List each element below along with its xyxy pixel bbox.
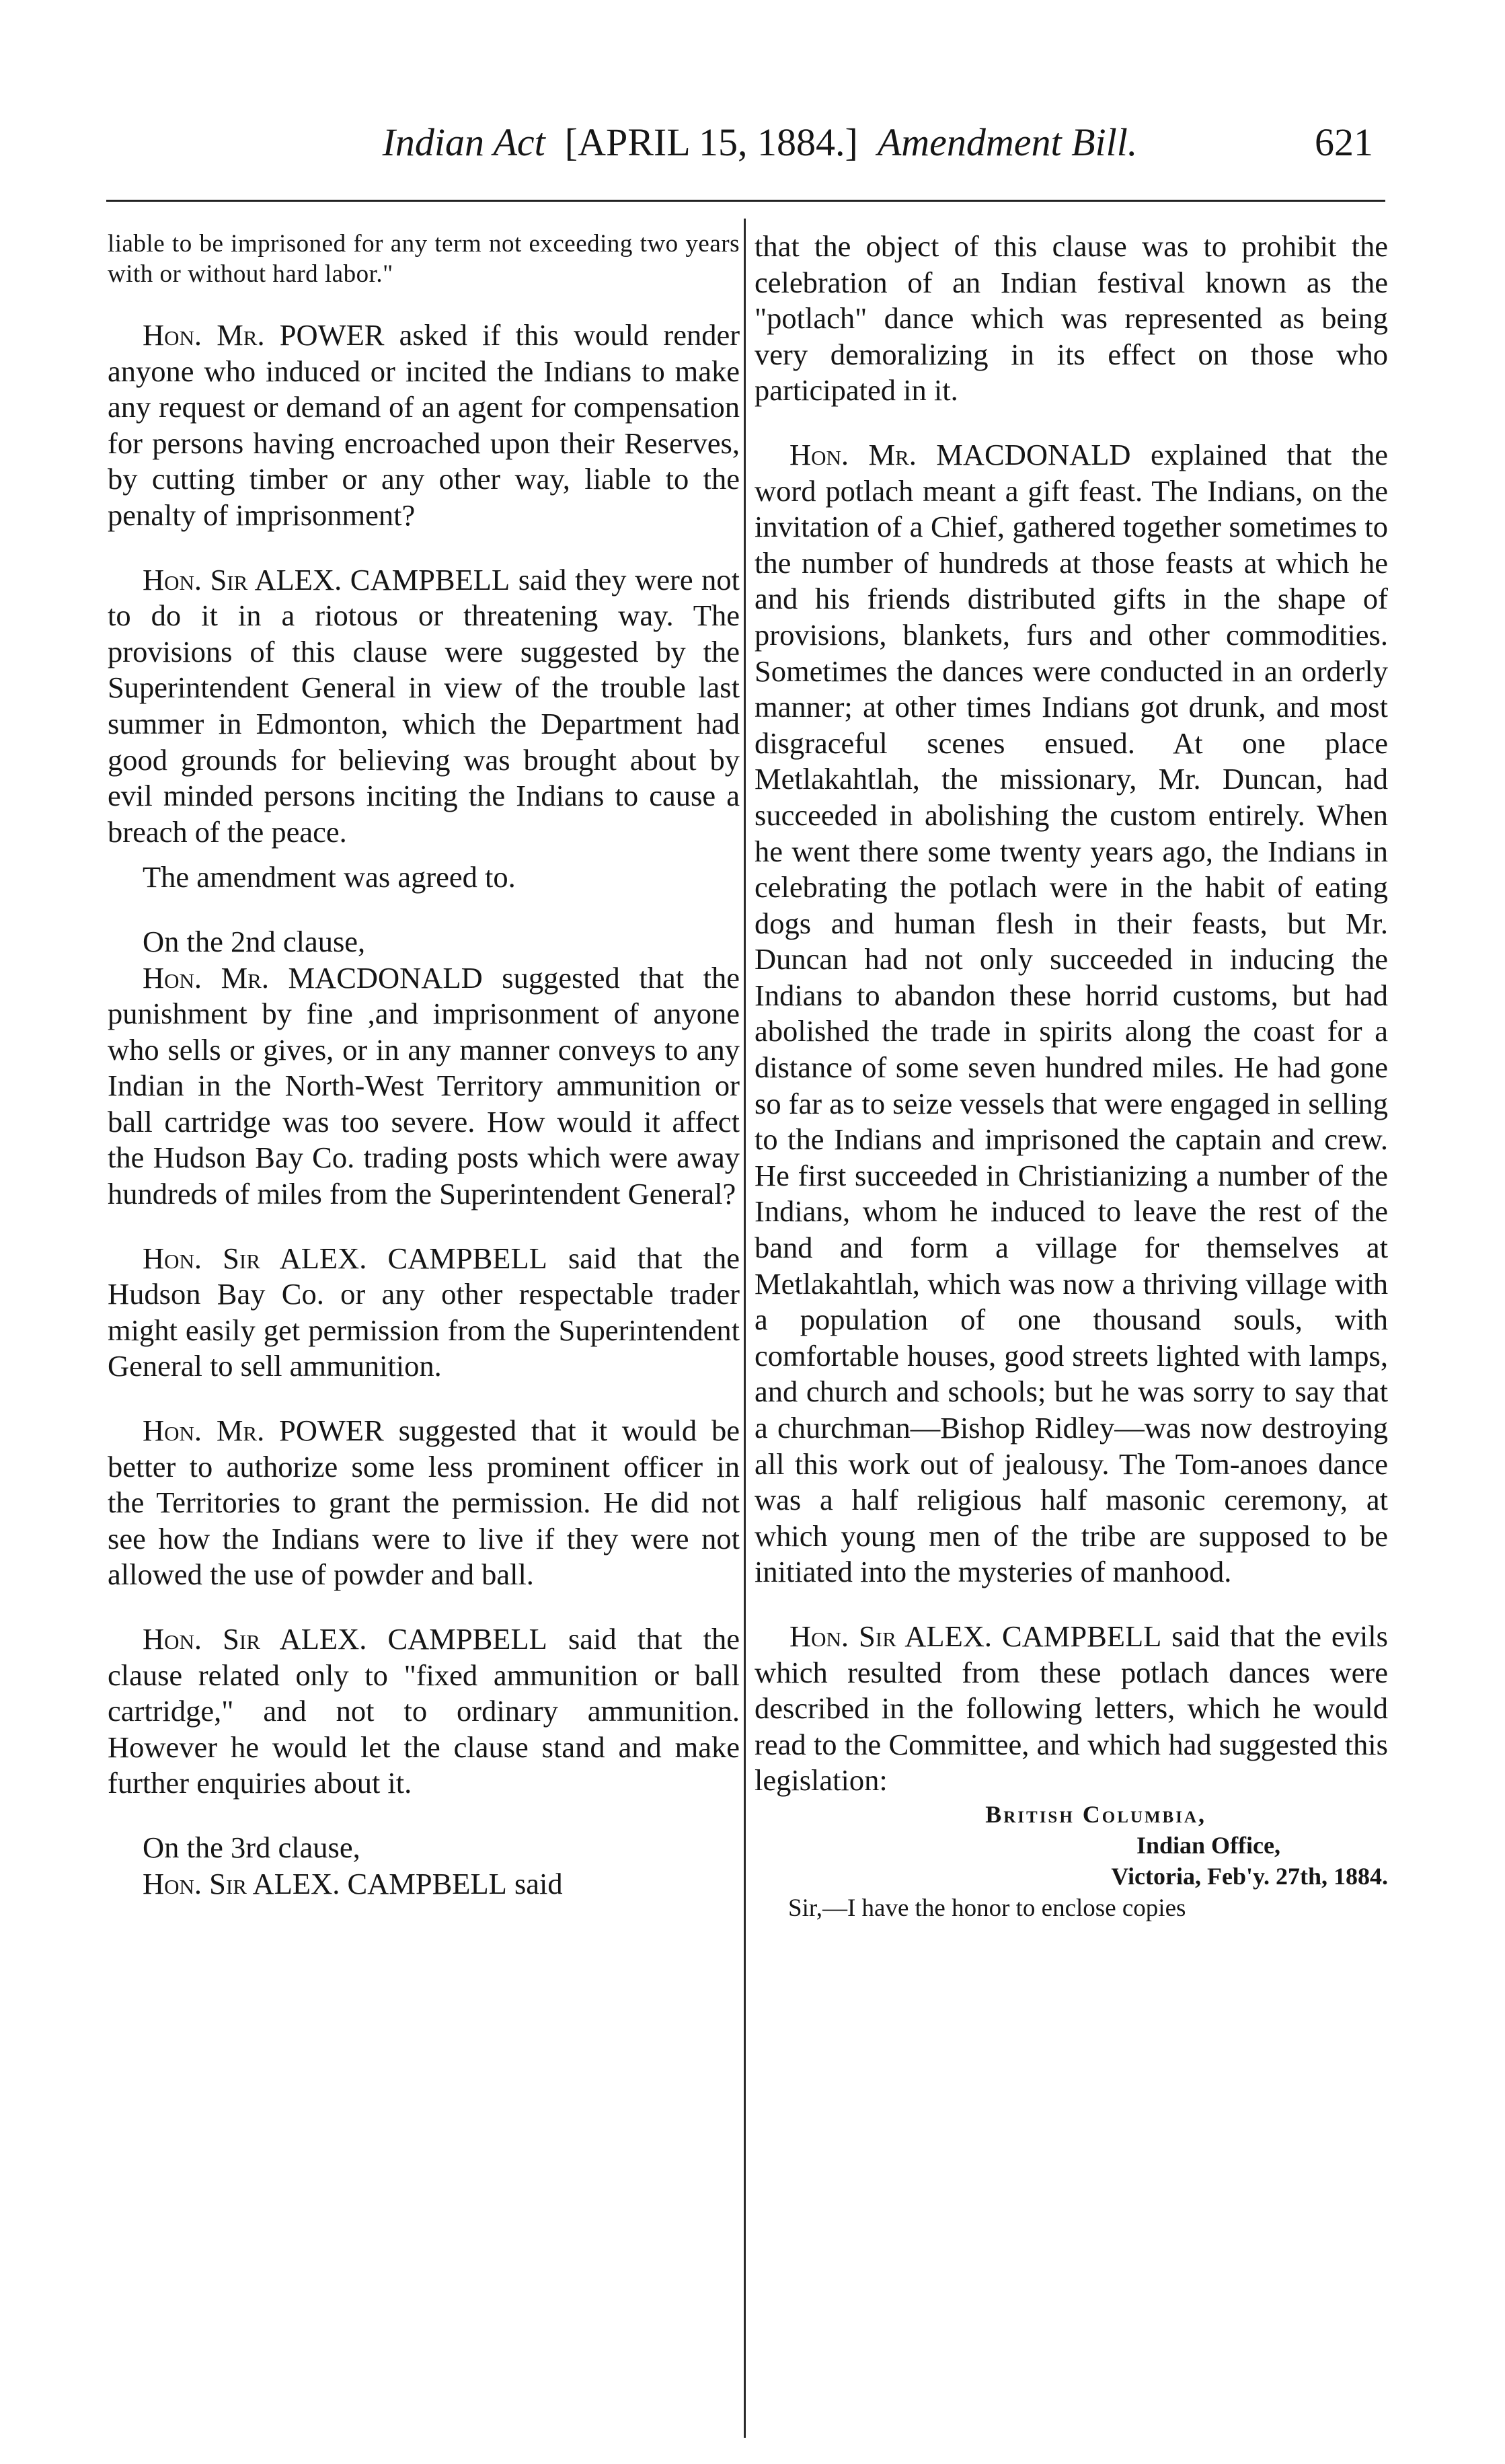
speech-text: asked if this would render anyone who induced or incited the Indians to make any request or demand of an agent for compensation for persons having encroached upon their Reserves, by cutting timber or any other way, liable to the penalty of imprisonment? <box>108 318 740 532</box>
speech-paragraph <box>108 317 740 534</box>
speaker-name: Hon. Sir ALEX. CAMPBELL <box>143 1866 507 1900</box>
speech-paragraph <box>755 1619 1388 1799</box>
procedural-note: The amendment was agreed to. <box>143 860 516 894</box>
speech-paragraph <box>108 1621 740 1802</box>
column-divider <box>744 219 746 2438</box>
speaker-name: Hon. Mr. MACDONALD <box>789 437 1131 471</box>
speech-paragraph <box>108 562 740 851</box>
speaker-name: Hon. Sir ALEX. CAMPBELL <box>143 562 510 596</box>
speech-text: said that the evils which resulted from these potlach dances were described in the following letters, which he would read to the Committee, and which had suggested this legislation: <box>755 1619 1388 1798</box>
header-date: [APRIL 15, 1884.] <box>564 120 858 164</box>
speaker-name: Hon. Sir ALEX. CAMPBELL <box>143 1622 547 1656</box>
speech-paragraph <box>108 1413 740 1593</box>
speech-text: suggested that the punishment by fine ,and imprisonment of anyone who sells or gives, or in any manner conveys to any Indian in the North-West Territory ammunition or ball cartridge was too severe. How would it affect the Hudson Bay Co. trading posts which were away hundreds of miles from the Superintendent General? <box>108 960 740 1211</box>
speech-text: said they were not to do it in a riotous or threatening way. The provisions of this clause were suggested by the Superintendent General in view of the trouble last summer in Edmonton, which the Department had good grounds for believing was brought about by evil minded persons inciting the Indians to cause a breach of the peace. <box>108 562 740 849</box>
speech-text: said that the Hudson Bay Co. or any other respectable trader might easily get permission from the Superintendent General to sell ammunition. <box>108 1241 740 1383</box>
quoted-clause: liable to be imprisoned for any term not exceeding two years with or without hard labor." <box>108 230 740 288</box>
letter-office: Indian Office, <box>1136 1831 1280 1859</box>
letter-heading <box>755 1799 1388 1892</box>
header-rule <box>106 200 1385 202</box>
letter-body: Sir,—I have the honor to enclose copies <box>788 1894 1186 1922</box>
speech-text: said <box>506 1866 563 1900</box>
left-column <box>108 229 740 1902</box>
procedural-note: On the 3rd clause, <box>143 1830 360 1864</box>
procedural-note: On the 2nd clause, <box>143 924 366 958</box>
page-number: 621 <box>1315 120 1373 164</box>
speaker-name: Hon. Mr. MACDONALD <box>143 960 483 995</box>
speech-text: said that the clause related only to "fixed ammunition or ball cartridge," and not to ordinary ammunition. However he would let the clause stand and make further enquiries about it. <box>108 1622 740 1800</box>
speech-paragraph <box>755 437 1388 1590</box>
header-title <box>316 120 1204 165</box>
running-header <box>0 120 1505 194</box>
letter-place: British Columbia, <box>985 1800 1206 1828</box>
speech-text: explained that the word potlach meant a gift feast. The Indians, on the invitation of a Chief, gathered together sometimes to the number of hundreds at those feasts at which he and his friends distributed gifts in the shape of provisions, blankets, furs and other commodities. Sometimes the dances were conducted in an orderly manner; at other times Indians got drunk, and most disgraceful scenes ensued. At one place Metlakahtlah, the missionary, Mr. Duncan, had succeeded in abolishing the custom entirely. When he went there some twenty years ago, the Indians in celebrating the potlach were in the habit of eating dogs and human flesh in their feasts, but Mr. Duncan had not only succeeded in inducing the Indians to abandon these horrid customs, but had abolished the trade in spirits along the coast for a distance of some seven hundred miles. He had gone so far as to seize vessels that were engaged in selling to the Indians and imprisoned the captain and crew. He first succeeded in Christianizing a number of the Indians, whom he induced to leave the rest of the band and form a village for themselves at Metlakahtlah, which was now a thriving village with a population of one thousand souls, with comfortable houses, good streets lighted with lamps, and church and schools; but he was sorry to say that a churchman—Bishop Ridley—was now destroying all this work out of jealousy. The Tom-anoes dance was a half religious half masonic ceremony, at which young men of the tribe are supposed to be initiated into the mysteries of manhood. <box>755 437 1388 1589</box>
speaker-name: Hon. Sir ALEX. CAMPBELL <box>143 1241 547 1275</box>
speech-paragraph <box>108 1241 740 1385</box>
speech-continuation: that the object of this clause was to prohibit the celebration of an Indian festival known as the "potlach" dance which was represented as being very demoralizing in its effect on those who participated in it. <box>755 229 1388 408</box>
speaker-name: Hon. Mr. POWER <box>143 1414 384 1448</box>
right-column <box>755 229 1388 1925</box>
letter-date: Victoria, Feb'y. 27th, 1884. <box>1111 1862 1388 1890</box>
speech-paragraph <box>108 960 740 1212</box>
header-title-left: Indian Act <box>382 120 545 164</box>
speaker-name: Hon. Mr. POWER <box>143 318 385 352</box>
speaker-name: Hon. Sir ALEX. CAMPBELL <box>789 1619 1162 1653</box>
speech-text: suggested that it would be better to authorize some less prominent officer in the Territories to grant the permission. He did not see how the Indians were to live if they were not allowed the use of powder and ball. <box>108 1414 740 1592</box>
speech-paragraph <box>108 1866 740 1902</box>
header-title-right: Amendment Bill. <box>877 120 1138 164</box>
